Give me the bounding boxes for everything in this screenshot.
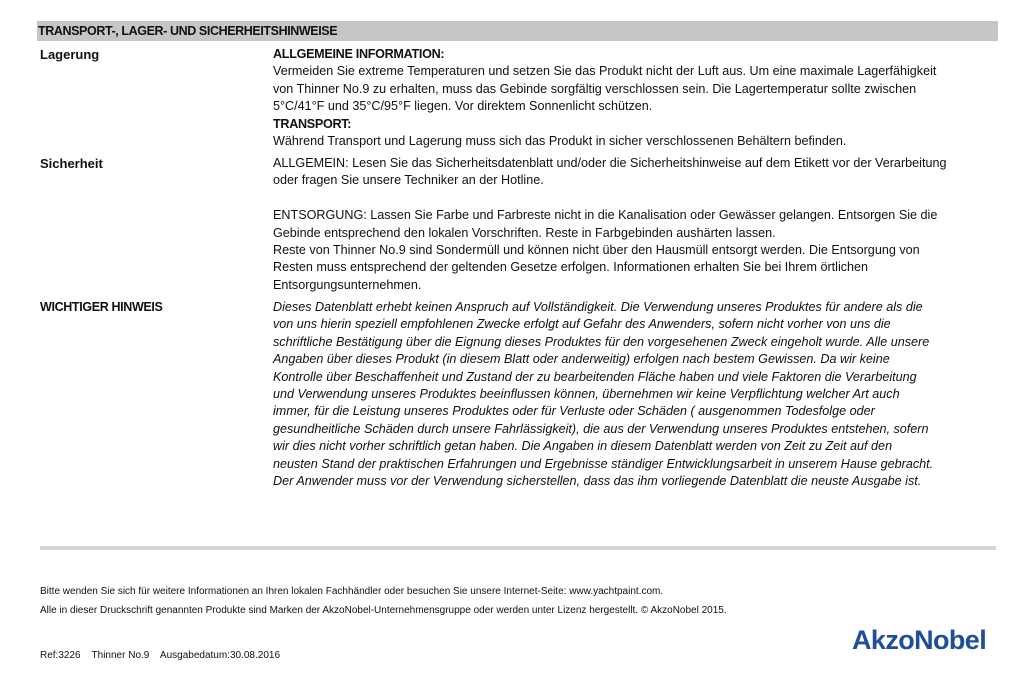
notice-body <box>273 299 1001 490</box>
notice-label: WICHTIGER HINWEIS <box>40 300 163 314</box>
notice-line: und Verwendung unseres Produktes beeinflussen können, übernehmen wir keine Verpflichtung welcher Art auch <box>273 387 900 402</box>
notice-line: Dieses Datenblatt erhebt keinen Anspruch auf Vollständigkeit. Die Verwendung unseres Produktes für andere als die <box>273 300 923 314</box>
storage-general-line: von Thinner No.9 zu erhalten, muss das Gebinde sorgfältig verschlossen sein. Die Lagertemperatur sollte zwischen <box>273 81 917 96</box>
storage-transport-text: Während Transport und Lagerung muss sich das Produkt in sicher verschlossenen Behältern befinden. <box>273 134 847 149</box>
footer-dealer-text: Bitte wenden Sie sich für weitere Informationen an Ihren lokalen Fachhändler oder besuchen Sie unsere Internet-Seite: www.yachtpaint.com. <box>40 586 664 597</box>
storage-general-line: 5°C/41°F und 35°C/95°F liegen. Vor direktem Sonnenlicht schützen. <box>273 99 653 114</box>
storage-transport-heading: TRANSPORT: <box>273 116 352 131</box>
section-header <box>37 21 998 41</box>
safety-label: Sicherheit <box>40 156 103 171</box>
notice-line: schriftliche Bestätigung über die Eignung dieses Produktes für den vorgesehenen Zweck eingeholt wurde. Alle unsere <box>273 334 930 349</box>
safety-general-line: ALLGEMEIN: Lesen Sie das Sicherheitsdatenblatt und/oder die Sicherheitshinweise auf dem Etikett vor der Verarbeitung <box>273 156 947 170</box>
safety-general-line: oder fragen Sie unsere Techniker an der Hotline. <box>273 173 544 188</box>
footer-trademark-text: Alle in dieser Druckschrift genannten Produkte sind Marken der AkzoNobel-Unternehmensgruppe oder werden unter Lizenz hergestellt. © AkzoNobel 2015. <box>40 605 727 616</box>
footer-product: Thinner No.9 <box>91 650 150 661</box>
notice-line: wir dies nicht vorher schriftlich getan haben. Die Angaben in diesem Datenblatt werden von Zeit zu Zeit auf den <box>273 439 893 454</box>
storage-general-heading: ALLGEMEINE INFORMATION: <box>273 47 445 61</box>
section-title: TRANSPORT-, LAGER- UND SICHERHEITSHINWEISE <box>38 24 338 38</box>
storage-general-line: Vermeiden Sie extreme Temperaturen und setzen Sie das Produkt nicht der Luft aus. Um eine maximale Lagerfähigkeit <box>273 64 937 79</box>
safety-disposal-line: Reste von Thinner No.9 sind Sondermüll und können nicht über den Hausmüll entsorgt werden. Die Entsorgung von <box>273 243 920 258</box>
notice-line: neusten Stand der praktischen Erfahrungen und Ergebnisse ständiger Entwicklungsarbeit in unserem Hause gebracht. <box>273 456 934 471</box>
notice-line: immer, für die Leistung unseres Produktes oder für Verluste oder Schäden ( ausgenommen Todesfolge oder <box>273 404 875 419</box>
storage-label: Lagerung <box>40 47 100 62</box>
safety-disposal-line: Resten muss entsprechend der geltenden Gesetze erfolgen. Informationen erhalten Sie bei Ihrem örtlichen <box>273 260 869 275</box>
storage-body <box>273 46 1001 150</box>
notice-line: von uns hierin speziell empfohlenen Zwecke erfolgt auf Gefahr des Anwenders, sofern nicht vorher von uns die <box>273 317 891 332</box>
footer-reference <box>40 649 280 662</box>
safety-body <box>273 155 1001 294</box>
notice-line: Kontrolle über Beschaffenheit und Zustand der zu bearbeitenden Fläche haben und viele Faktoren die Verarbeitung <box>273 369 917 384</box>
paragraph-gap <box>273 190 1001 207</box>
safety-disposal-line: ENTSORGUNG: Lassen Sie Farbe und Farbreste nicht in die Kanalisation oder Gewässer gelangen. Entsorgen Sie die <box>273 208 938 223</box>
footer-divider <box>40 546 996 550</box>
footer-ref: Ref:3226 <box>40 650 81 661</box>
notice-line: Der Anwender muss vor der Verwendung sicherstellen, dass das ihm vorliegende Datenblatt die neuste Ausgabe ist. <box>273 474 922 489</box>
logo-text: AkzoNobel <box>852 625 987 655</box>
akzonobel-logo <box>852 622 1012 662</box>
notice-line: Angaben über dieses Produkt (in diesem Blatt oder anderweitig) erfolgen nach bestem Gewissen. Da wir keine <box>273 352 890 367</box>
safety-disposal-line: Gebinde entsprechend den lokalen Vorschriften. Reste in Farbgebinden aushärten lassen. <box>273 225 776 240</box>
safety-disposal-line: Entsorgungsunternehmen. <box>273 277 422 292</box>
footer-issue-date: Ausgabedatum:30.08.2016 <box>159 650 281 661</box>
notice-line: gesundheitliche Schäden durch unsere Fahrlässigkeit), die aus der Verwendung unseres Produktes entstehen, sofern <box>273 421 929 436</box>
